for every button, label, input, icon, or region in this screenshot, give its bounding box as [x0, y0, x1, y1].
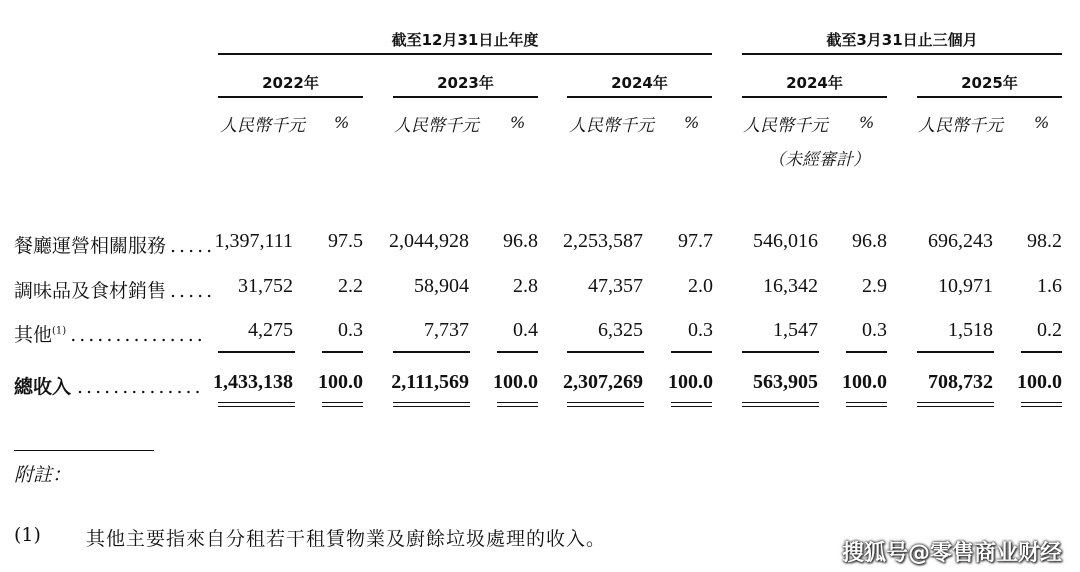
- year-rule-2022: [218, 96, 363, 98]
- table-cell: 546,016: [753, 230, 818, 252]
- leader-dots: ...............: [70, 324, 206, 346]
- table-cell: 2.8: [513, 275, 538, 297]
- total-cell: 708,732: [928, 371, 993, 393]
- subtotal-rule: [218, 351, 295, 353]
- unit-label: 人民幣千元: [743, 116, 828, 136]
- year-rule-2024-q: [742, 96, 887, 98]
- table-cell: 10,971: [938, 275, 993, 297]
- leader-dots: .....: [170, 235, 216, 257]
- table-cell: 0.3: [688, 319, 713, 341]
- table-cell: 1,547: [773, 319, 818, 341]
- table-cell: 0.3: [338, 319, 363, 341]
- group-header-quarter-rule: [742, 53, 1062, 55]
- table-cell: 47,357: [588, 275, 643, 297]
- year-header-2022: 2022年: [262, 74, 319, 92]
- year-rule-2024: [567, 96, 712, 98]
- table-cell: 96.8: [503, 230, 538, 252]
- table-cell: 2.9: [862, 275, 887, 297]
- group-header-annual-rule: [218, 53, 712, 55]
- total-double-rule: [322, 402, 363, 407]
- subtotal-rule: [671, 351, 712, 353]
- footnote-text: 其他主要指來自分租若干租賃物業及廚餘垃圾處理的收入。: [86, 528, 607, 550]
- table-cell: 0.3: [862, 319, 887, 341]
- year-rule-2023: [393, 96, 538, 98]
- row-label-total: [14, 372, 204, 399]
- subtotal-rule: [1021, 351, 1062, 353]
- pct-label: %: [859, 113, 875, 132]
- group-header-annual: 截至12月31日止年度: [391, 31, 539, 49]
- table-cell: 96.8: [852, 230, 887, 252]
- year-header-2023: 2023年: [437, 74, 494, 92]
- total-cell: 100.0: [318, 371, 363, 393]
- row-label-restaurant-services: [14, 231, 215, 258]
- pct-label: %: [1034, 113, 1050, 132]
- table-cell: 1,397,111: [214, 230, 293, 252]
- leader-dots: .....: [170, 280, 216, 302]
- table-cell: 2.2: [338, 275, 363, 297]
- unit-label: 人民幣千元: [569, 116, 654, 136]
- pct-label: %: [334, 113, 350, 132]
- table-cell: 0.2: [1037, 319, 1062, 341]
- table-cell: 2.0: [688, 275, 713, 297]
- total-double-rule: [742, 402, 819, 407]
- total-cell: 1,433,138: [213, 371, 293, 393]
- footnote-marker: (1): [14, 524, 41, 546]
- footnote-separator: [14, 450, 154, 451]
- table-cell: 4,275: [248, 319, 293, 341]
- group-header-quarter: 截至3月31日止三個月: [826, 31, 978, 49]
- table-cell: 98.2: [1027, 230, 1062, 252]
- total-cell: 100.0: [493, 371, 538, 393]
- unit-label: 人民幣千元: [220, 116, 305, 136]
- row-label-text: 餐廳運營相關服務: [14, 235, 167, 257]
- watermark: 搜狐号@零售商业财经: [842, 541, 1063, 566]
- leader-dots: ..............: [77, 376, 204, 398]
- footnote-ref: (1): [52, 325, 67, 337]
- pct-label: %: [510, 113, 526, 132]
- table-cell: 2,044,928: [389, 230, 469, 252]
- table-cell: 0.4: [513, 319, 538, 341]
- table-cell: 1,518: [948, 319, 993, 341]
- total-double-rule: [1021, 402, 1062, 407]
- total-cell: 100.0: [1017, 371, 1062, 393]
- table-cell: 16,342: [763, 275, 818, 297]
- total-double-rule: [671, 402, 712, 407]
- total-double-rule: [917, 402, 994, 407]
- subtotal-rule: [393, 351, 470, 353]
- total-cell: 563,905: [753, 371, 818, 393]
- table-cell: 7,737: [424, 319, 469, 341]
- total-double-rule: [497, 402, 538, 407]
- row-label-text: 調味品及食材銷售: [14, 280, 167, 302]
- table-cell: 97.5: [328, 230, 363, 252]
- table-cell: 6,325: [598, 319, 643, 341]
- unit-label: 人民幣千元: [918, 116, 1003, 136]
- total-cell: 2,307,269: [563, 371, 643, 393]
- row-label-text: 總收入: [14, 376, 72, 398]
- table-cell: 696,243: [928, 230, 993, 252]
- total-cell: 100.0: [668, 371, 713, 393]
- row-label-text: 其他: [14, 324, 53, 346]
- total-double-rule: [393, 402, 470, 407]
- table-cell: 2,253,587: [563, 230, 643, 252]
- subtotal-rule: [322, 351, 363, 353]
- subtotal-rule: [742, 351, 819, 353]
- table-cell: 97.7: [678, 230, 713, 252]
- subtotal-rule: [497, 351, 538, 353]
- row-label-others: [14, 320, 206, 347]
- total-double-rule: [218, 402, 295, 407]
- table-cell: 31,752: [238, 275, 293, 297]
- year-header-2024-q: 2024年: [786, 74, 843, 92]
- year-header-2024: 2024年: [611, 74, 668, 92]
- footnote-heading: 附註：: [14, 464, 72, 486]
- total-cell: 100.0: [842, 371, 887, 393]
- subtotal-rule: [567, 351, 644, 353]
- total-cell: 2,111,569: [391, 371, 469, 393]
- unaudited-note: （未經審計）: [768, 150, 870, 170]
- unit-label: 人民幣千元: [394, 116, 479, 136]
- subtotal-rule: [917, 351, 994, 353]
- year-header-2025-q: 2025年: [961, 74, 1018, 92]
- row-label-condiment-sales: [14, 276, 215, 303]
- year-rule-2025-q: [917, 96, 1062, 98]
- table-cell: 1.6: [1037, 275, 1062, 297]
- total-double-rule: [846, 402, 887, 407]
- pct-label: %: [684, 113, 700, 132]
- subtotal-rule: [846, 351, 887, 353]
- total-double-rule: [567, 402, 644, 407]
- table-cell: 58,904: [414, 275, 469, 297]
